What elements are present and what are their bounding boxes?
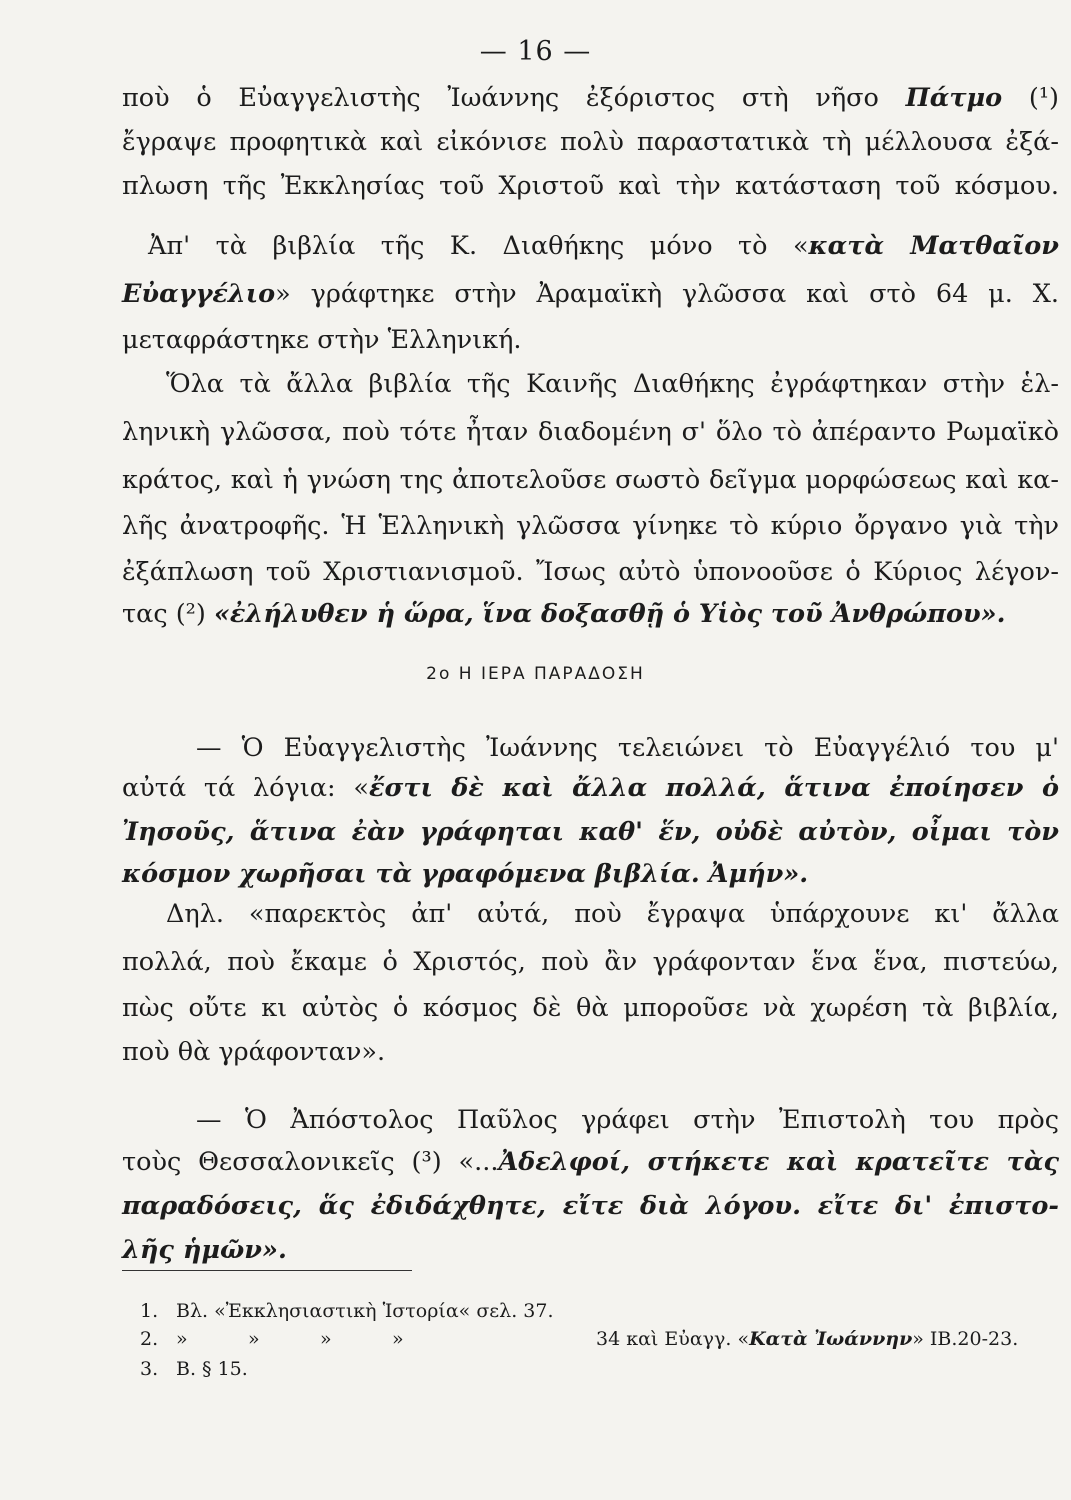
text-line: πλωση τῆς Ἐκκλησίας τοῦ Χριστοῦ καὶ τὴν κατάσταση τοῦ κόσμου. <box>122 171 1059 201</box>
text-line: — Ὁ Ἀπόστολος Παῦλος γράφει στὴν Ἐπιστολὴ του πρὸς <box>196 1105 1059 1135</box>
text-line: πολλά, ποὺ ἔκαμε ὁ Χριστός, ποὺ ἂν γράφονταν ἕνα ἕνα, πιστεύω, <box>122 947 1059 977</box>
text-line: λῆς ἡμῶν». <box>122 1235 287 1265</box>
text-line: παραδόσεις, ἅς ἐδιδάχθητε, εἴτε διὰ λόγου. εἴτε δι' ἐπιστο- <box>122 1191 1059 1221</box>
footnote-number: 1. <box>140 1300 159 1322</box>
text-line: ποὺ θὰ γράφονταν». <box>122 1037 386 1067</box>
footnote-number: 2. <box>140 1328 159 1350</box>
text-line: ἐξάπλωση τοῦ Χριστιανισμοῦ. Ἴσως αὐτὸ ὑπονοοῦσε ὁ Κύριος λέγον- <box>122 557 1059 587</box>
text-line: κράτος, καὶ ἡ γνώση της ἀποτελοῦσε σωστὸ δεῖγμα μορφώσεως καὶ κα- <box>122 465 1059 495</box>
text-line <box>122 76 1059 120</box>
emphasis-text: Ἀδελφοί, στήκετε καὶ κρατεῖτε τὰς <box>498 1147 1059 1177</box>
text-line: — Ὁ Εὐαγγελιστὴς Ἰωάννης τελειώνει τὸ Εὐαγγέλιό του μ' <box>196 733 1059 763</box>
text-line: πὼς οὔτε κι αὐτὸς ὁ κόσμος δὲ θὰ μποροῦσε νὰ χωρέση τὰ βιβλία, <box>122 993 1059 1023</box>
footnote-ref: (¹) <box>1002 83 1059 113</box>
page-number: — 16 — <box>479 36 592 67</box>
section-heading: 2ο Η ΙΕΡΑ ΠΑΡΑΔΟΣΗ <box>426 664 645 684</box>
text-line: Δηλ. «παρεκτὸς ἀπ' αὐτά, ποὺ ἔγραψα ὑπάρχουνε κι' ἄλλα <box>166 899 1059 929</box>
footnote-divider <box>122 1270 412 1271</box>
text-line <box>122 592 1059 636</box>
text-line: Ἰησοῦς, ἅτινα ἐὰν γράφηται καθ' ἕν, οὐδὲ αὐτὸν, οἶμαι τὸν <box>122 817 1059 847</box>
text-span: τοὺς Θεσσαλονικεῖς (³) «... <box>122 1147 499 1177</box>
emphasis-text: Εὐαγγέλιο <box>122 279 276 309</box>
text-span: » γράφτηκε στὴν Ἀραμαϊκὴ γλῶσσα καὶ στὸ 64 μ. Χ. <box>275 279 1059 309</box>
footnote-text: 34 καὶ Εὐαγγ. « <box>596 1328 750 1350</box>
emphasis-text: «ἐλήλυθεν ἡ ὥρα, ἵνα δοξασθῇ ὁ Υἱὸς τοῦ Ἀνθρώπου». <box>213 599 1006 629</box>
emphasis-text: ἔστι δὲ καὶ ἄλλα πολλά, ἅτινα ἐποίησεν ὁ <box>369 773 1059 803</box>
ditto-marks: » » » » <box>176 1328 404 1350</box>
text-line <box>148 224 1059 268</box>
footnote <box>140 1356 1059 1382</box>
text-span: Ἀπ' τὰ βιβλία τῆς Κ. Διαθήκης μόνο τὸ « <box>148 231 809 261</box>
footnote <box>140 1298 1059 1324</box>
emphasis-text: κατὰ Ματθαῖον <box>808 231 1059 261</box>
footnote-text: Βλ. «Ἐκκλησιαστικὴ Ἱστορία« σελ. 37. <box>176 1300 554 1322</box>
emphasis-text: Πάτμο <box>905 83 1003 113</box>
text-line <box>122 766 1059 810</box>
text-line: λῆς ἀνατροφῆς. Ἡ Ἑλληνικὴ γλῶσσα γίνηκε τὸ κύριο ὄργανο γιὰ τὴν <box>122 511 1059 541</box>
text-span: ποὺ ὁ Εὐαγγελιστὴς Ἰωάννης ἐξόριστος στὴ νῆσο <box>122 83 906 113</box>
text-line <box>122 272 1059 316</box>
text-span: αὐτά τά λόγια: « <box>122 773 370 803</box>
text-span: τας (²) <box>122 599 214 629</box>
text-line: ληνικὴ γλῶσσα, ποὺ τότε ἦταν διαδομένη σ' ὅλο τὸ ἀπέραντο Ρωμαϊκὸ <box>122 417 1059 447</box>
footnote-text: » IB.20-23. <box>912 1328 1019 1350</box>
footnote-number: 3. <box>140 1358 159 1380</box>
emphasis-text: Κατὰ Ἰωάννην <box>749 1328 913 1350</box>
text-line: κόσμον χωρῆσαι τὰ γραφόμενα βιβλία. Ἀμήν». <box>122 859 809 889</box>
text-line: ἔγραψε προφητικὰ καὶ εἰκόνισε πολὺ παραστατικὰ τὴ μέλλουσα ἐξά- <box>122 127 1059 157</box>
footnote-text: B. § 15. <box>176 1358 248 1380</box>
footnote <box>140 1326 1059 1352</box>
text-line <box>122 1140 1059 1184</box>
text-line: Ὅλα τὰ ἄλλα βιβλία τῆς Καινῆς Διαθήκης ἐγράφτηκαν στὴν ἑλ- <box>166 369 1059 399</box>
text-line: μεταφράστηκε στὴν Ἑλληνική. <box>122 325 522 355</box>
